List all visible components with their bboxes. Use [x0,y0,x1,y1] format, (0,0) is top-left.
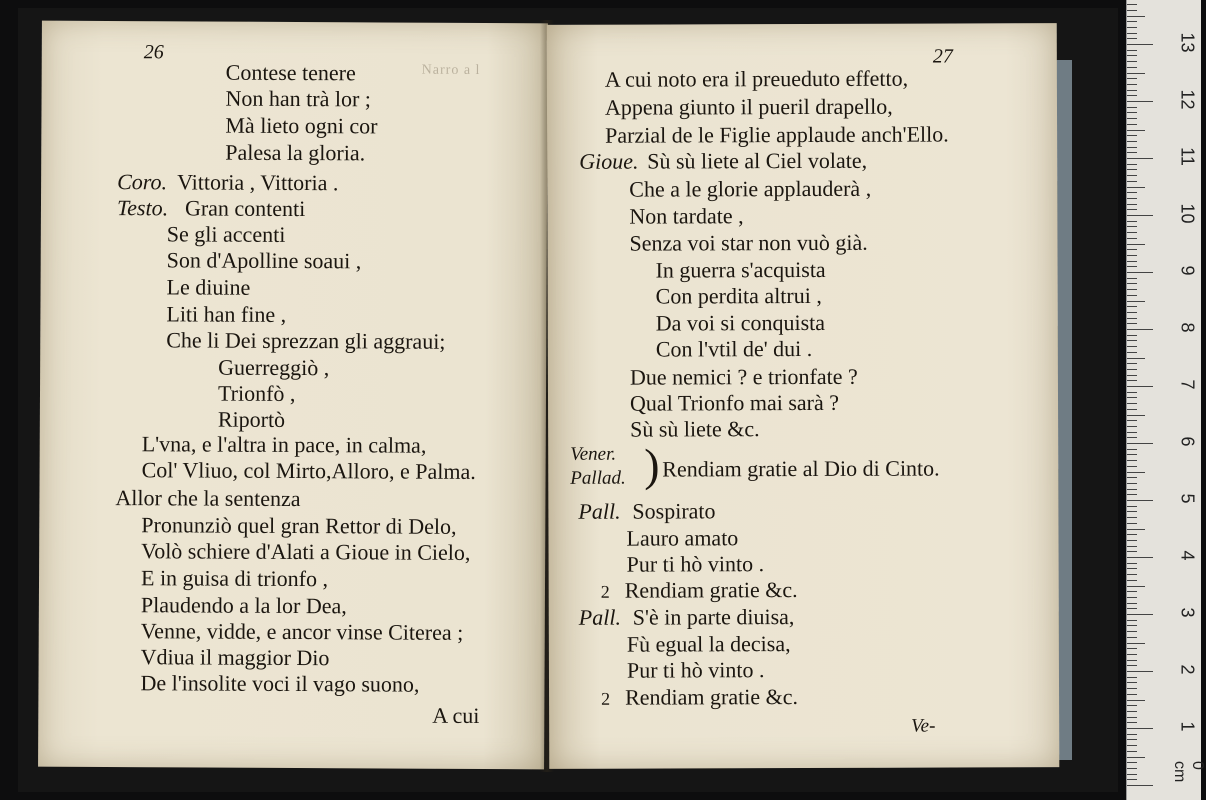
text-line: Fù egual la decisa, [626,631,791,657]
ruler-tick [1127,283,1137,284]
text-line: S'è in parte diuisa, [632,604,795,630]
ruler-tick [1127,249,1137,250]
text-line: Vdiua il maggior Dio [140,644,330,671]
ruler-tick [1127,55,1137,56]
ruler-tick [1127,204,1137,205]
ruler-tick [1127,21,1137,22]
left-page [38,21,548,770]
ruler-tick [1127,392,1137,393]
ruler-tick [1127,580,1137,581]
ruler-tick [1127,682,1137,683]
ruler-tick [1127,665,1137,666]
ruler-number: 1 [1177,721,1198,732]
ruler-tick [1127,4,1137,5]
ruler-tick [1127,301,1145,302]
text-line: Che li Dei sprezzan gli aggraui; [166,327,446,354]
ruler-tick [1127,466,1137,467]
text-line: Rendiam gratie &c. [624,577,798,603]
ruler-tick [1127,152,1137,153]
ruler-tick [1127,226,1137,227]
ruler-number: 6 [1177,436,1198,447]
ruler-tick [1127,272,1153,273]
ruler-tick [1127,169,1137,170]
ruler-tick [1127,187,1145,188]
text-line: Son d'Apolline soaui , [166,247,362,274]
ruler-tick [1127,586,1145,587]
ruler-tick [1127,437,1137,438]
ruler-tick [1127,734,1137,735]
ruler-number: 11 [1177,147,1198,166]
ruler-tick [1127,745,1137,746]
text-line: Guerreggiò , [218,354,330,381]
ruler-unit-label: 0 cm [1171,761,1206,783]
ruler-tick [1127,597,1137,598]
ruler-tick [1127,568,1137,569]
text-line: De l'insolite voci il vago suono, [140,670,420,697]
catchword: A cui [432,702,480,728]
ruler-tick [1127,722,1137,723]
ruler-tick [1127,688,1137,689]
ruler-tick [1127,209,1137,210]
ruler-tick [1127,141,1137,142]
text-line: Trionfò , [217,380,296,407]
right-page [547,23,1060,769]
text-line: Rendiam gratie &c. [625,684,798,710]
text-line: Palesa la gloria. [225,139,366,166]
ruler-tick [1127,380,1137,381]
ruler-tick [1127,266,1137,267]
ruler-tick [1127,84,1137,85]
show-through-text: Narro a l [421,62,481,78]
speaker-label: Pall. [578,604,621,630]
text-line: Senza voi star non vuò già. [629,229,868,256]
ruler-tick [1127,494,1137,495]
ruler-tick [1127,215,1153,216]
ruler-tick [1127,739,1137,740]
ruler-tick [1127,44,1153,45]
ruler-tick [1127,546,1137,547]
ruler-tick [1127,192,1137,193]
ruler-tick [1127,415,1145,416]
ruler-tick [1127,375,1137,376]
ruler-tick [1127,61,1137,62]
text-line: Plaudendo a la lor Dea, [140,592,347,619]
text-line: Da voi si conquista [655,309,826,336]
ruler-tick [1127,506,1137,507]
text-line: Pur ti hò vinto . [626,551,765,577]
ruler-tick [1127,238,1137,239]
page-number-right: 27 [932,45,953,68]
ruler-tick [1127,591,1137,592]
ruler-tick [1127,694,1137,695]
ruler-tick [1127,369,1137,370]
ruler-tick [1127,420,1137,421]
text-line: Riportò [217,406,286,432]
ruler-tick [1127,118,1137,119]
ruler-tick [1127,563,1137,564]
ruler-tick [1127,295,1137,296]
text-line: Volò schiere d'Alati a Gioue in Cielo, [141,538,471,565]
ruler-tick [1127,603,1137,604]
ruler-tick [1127,637,1137,638]
text-line: Mà lieto ogni cor [225,112,378,139]
ruler-number: 8 [1177,322,1198,333]
ruler-tick [1127,500,1153,501]
ruler-tick [1127,614,1153,615]
ruler-tick [1127,717,1137,718]
text-line: Con l'vtil de' dui . [655,335,813,362]
ruler-tick [1127,38,1137,39]
text-line: Sospirato [632,498,716,524]
ruler-tick [1127,130,1145,131]
ruler-tick [1127,50,1137,51]
ruler-number: 3 [1177,607,1198,618]
ruler-tick [1127,27,1137,28]
ruler-tick [1127,768,1137,769]
speaker-label: Testo. [116,195,169,221]
text-line: Due nemici ? e trionfate ? [629,363,858,390]
text-line: Le diuine [166,274,251,300]
ruler-tick [1127,181,1137,182]
ruler-tick [1127,620,1137,621]
ruler-tick [1127,158,1153,159]
text-line: Sù sù liete &c. [630,416,760,442]
ruler-tick [1127,221,1137,222]
ruler-tick [1127,306,1137,307]
text-line: Parzial de le Figlie applaude anch'Ello. [605,121,949,148]
ruler-tick [1127,671,1153,672]
ruler-tick [1127,16,1145,17]
ruler-tick [1127,278,1137,279]
ruler-tick [1127,67,1137,68]
ruler-tick [1127,643,1145,644]
ruler-tick [1127,631,1137,632]
ruler-tick [1127,785,1153,786]
ruler-tick [1127,352,1137,353]
ruler-number: 9 [1177,265,1198,276]
ruler-tick [1127,335,1137,336]
ruler-number: 10 [1177,203,1198,224]
ruler-tick [1127,198,1137,199]
ruler-tick [1127,289,1137,290]
ruler-tick [1127,232,1137,233]
ruler-tick [1127,774,1137,775]
ruler-tick [1127,551,1137,552]
text-line: Appena giunto il pueril drapello, [604,93,893,120]
ruler-tick [1127,454,1137,455]
ruler-tick [1127,654,1137,655]
ruler-tick [1127,346,1137,347]
brace-mark: ) [644,439,660,491]
ruler-tick [1127,255,1137,256]
ruler-tick [1127,608,1137,609]
ruler-tick [1127,95,1137,96]
ruler-number: 7 [1177,379,1198,390]
ruler-tick [1127,10,1137,11]
ruler-tick [1127,403,1137,404]
text-line: Non han trà lor ; [225,85,372,112]
speaker-label: 2 [601,688,611,709]
ruler-tick [1127,751,1137,752]
catchword: Ve- [911,715,936,737]
ruler-number: 4 [1177,550,1198,561]
ruler-tick [1127,443,1153,444]
ruler-tick [1127,762,1137,763]
ruler-tick [1127,757,1145,758]
ruler-tick [1127,529,1145,530]
text-line: In guerra s'acquista [655,256,826,283]
speaker-label: Coro. [117,169,168,195]
text-line: Che a le glorie applauderà , [629,175,872,202]
ruler-tick [1127,728,1153,729]
ruler-tick [1127,625,1137,626]
ruler-tick [1127,648,1137,649]
ruler-tick [1127,73,1145,74]
ruler-tick [1127,329,1153,330]
ruler-tick [1127,358,1145,359]
ruler-tick [1127,318,1137,319]
text-line: E in guisa di trionfo , [140,565,329,592]
ruler-tick [1127,779,1137,780]
ruler-tick [1127,523,1137,524]
speaker-label: 2 [600,581,610,602]
ruler-tick [1127,397,1137,398]
speaker-label: Gioue. [579,148,639,174]
ruler-tick [1127,409,1137,410]
ruler-tick [1127,244,1145,245]
ruler-tick [1127,540,1137,541]
ruler-number: 5 [1177,493,1198,504]
ruler-tick [1127,386,1153,387]
ruler-tick [1127,426,1137,427]
ruler-tick [1127,124,1137,125]
ruler-tick [1127,432,1137,433]
ruler-tick [1127,511,1137,512]
speaker-label: Vener. Pallad. [570,443,626,489]
ruler-tick [1127,107,1137,108]
ruler-tick [1127,147,1137,148]
ruler-tick [1127,175,1137,176]
ruler-tick [1127,78,1137,79]
text-line: Allor che la sentenza [115,485,301,512]
ruler-tick [1127,449,1137,450]
text-line: Pur ti hò vinto . [626,657,765,683]
text-line: Con perdita altrui , [655,282,822,309]
measurement-ruler [1126,0,1206,800]
ruler-tick [1127,477,1137,478]
text-line: Gran contenti [184,195,306,222]
ruler-tick [1127,312,1137,313]
ruler-tick [1127,472,1145,473]
ruler-tick [1127,517,1137,518]
ruler-tick [1127,574,1137,575]
text-line: Rendiam gratie al Dio di Cinto. [662,455,940,482]
ruler-tick [1127,101,1153,102]
ruler-tick [1127,483,1137,484]
ruler-tick [1127,534,1137,535]
ruler-tick [1127,363,1137,364]
text-line: Venne, vidde, e ancor vinse Citerea ; [140,618,464,645]
text-line: Lauro amato [626,525,739,551]
ruler-tick [1127,711,1137,712]
text-line: A cui noto era il preueduto effetto, [604,65,909,92]
ruler-tick [1127,460,1137,461]
text-line: Col' Vliuo, col Mirto,Alloro, e Palma. [141,457,476,484]
ruler-tick [1127,700,1145,701]
ruler-tick [1127,489,1137,490]
ruler-number: 12 [1177,89,1198,110]
ruler-tick [1127,557,1153,558]
ruler-tick [1127,677,1137,678]
text-line: Contese tenere [225,59,356,86]
ruler-tick [1127,33,1137,34]
text-line: Qual Trionfo mai sarà ? [629,389,840,416]
text-line: L'vna, e l'altra in pace, in calma, [141,431,427,458]
text-line: Liti han fine , [166,301,287,327]
ruler-tick [1127,660,1137,661]
ruler-tick [1127,705,1137,706]
text-line: Se gli accenti [166,221,286,247]
ruler-number: 2 [1177,664,1198,675]
ruler-tick [1127,90,1137,91]
text-line: Pronunziò quel gran Rettor di Delo, [141,512,457,539]
speaker-label: Pall. [578,498,621,524]
text-line: Vittoria , Vittoria . [177,169,339,196]
page-number-left: 26 [143,41,164,64]
ruler-tick [1127,164,1137,165]
text-line: Non tardate , [629,203,744,229]
ruler-tick [1127,323,1137,324]
ruler-tick [1127,261,1137,262]
ruler-number: 13 [1177,32,1198,53]
ruler-tick [1127,112,1137,113]
ruler-tick [1127,135,1137,136]
ruler-tick [1127,340,1137,341]
text-line: Sù sù liete al Ciel volate, [647,147,868,174]
